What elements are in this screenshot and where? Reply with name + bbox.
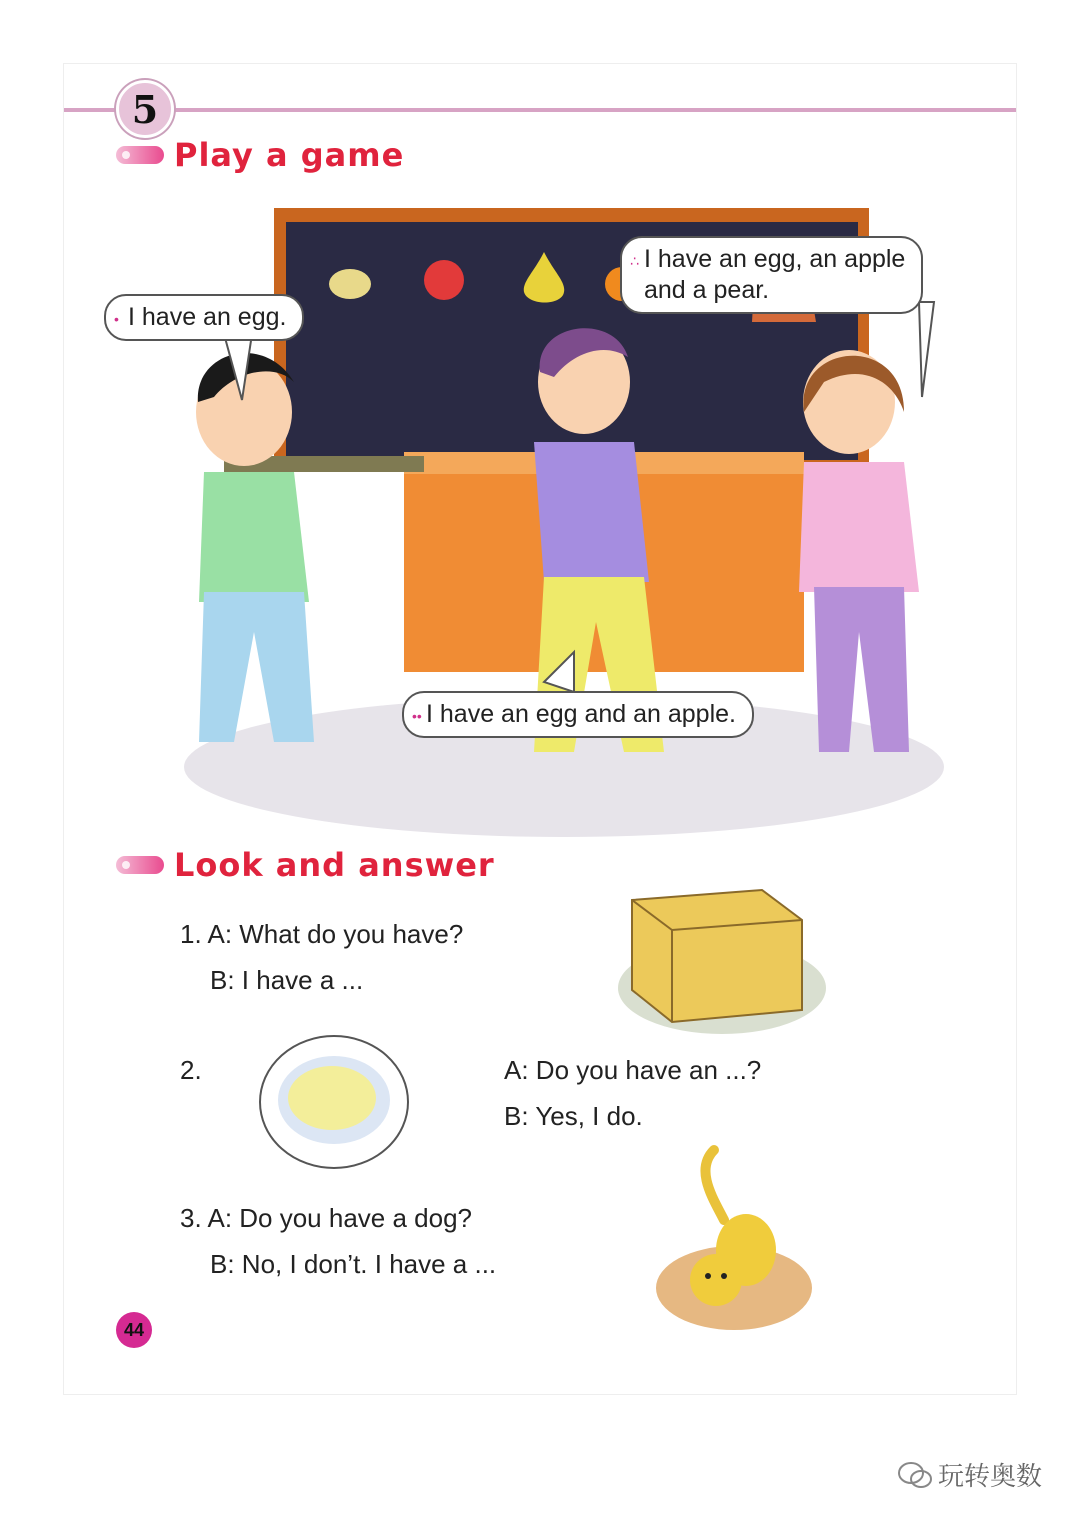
girl-sweater xyxy=(799,462,919,592)
pill-icon xyxy=(116,856,164,874)
watermark xyxy=(898,1456,1042,1493)
bubble-right-line2: and a pear. xyxy=(644,276,770,304)
egg-plate-icon xyxy=(256,1032,412,1172)
textbook-page xyxy=(64,64,1016,1394)
bubble-dot-icon: •• xyxy=(412,708,422,724)
apple-icon xyxy=(424,260,464,300)
bubble-dot-icon: • xyxy=(114,311,119,327)
look-answer-title: Look and answer xyxy=(174,846,495,884)
bubble-dot-icon: ∴ xyxy=(630,253,639,269)
bubble-middle-text: I have an egg and an apple. xyxy=(426,700,736,728)
lesson-divider xyxy=(64,108,1016,112)
classroom-illustration xyxy=(104,182,1004,882)
speech-bubble-left xyxy=(104,294,304,341)
box-icon xyxy=(612,860,832,1040)
play-game-title: Play a game xyxy=(174,136,405,174)
question-2-number: 2. xyxy=(180,1055,202,1085)
boy-middle-shirt xyxy=(534,442,649,582)
question-1-b: B: I have a ... xyxy=(210,965,364,995)
play-game-heading xyxy=(116,136,404,174)
look-answer-heading xyxy=(116,846,495,884)
question-2-a: A: Do you have an ...? xyxy=(504,1055,762,1085)
question-1-a: 1. A: What do you have? xyxy=(180,919,464,949)
lesson-number-badge: 5 xyxy=(116,80,174,138)
cat-icon xyxy=(654,1140,824,1330)
pill-icon xyxy=(116,146,164,164)
boy-left-sweater xyxy=(199,472,309,602)
boy-left-jeans xyxy=(199,592,314,742)
question-3-a: 3. A: Do you have a dog? xyxy=(180,1203,472,1233)
watermark-text: 玩转奥数 xyxy=(938,1461,1043,1491)
bubble-right-line1: I have an egg, an apple xyxy=(644,245,906,273)
egg-icon xyxy=(329,269,371,299)
question-2-b: B: Yes, I do. xyxy=(504,1101,643,1131)
bubble-left-text: I have an egg. xyxy=(128,303,287,331)
question-3-b: B: No, I don’t. I have a ... xyxy=(210,1249,497,1279)
page-number-badge: 44 xyxy=(116,1312,152,1348)
speech-bubble-right xyxy=(620,236,923,314)
speech-bubble-middle xyxy=(402,691,754,738)
wechat-icon xyxy=(898,1461,932,1489)
